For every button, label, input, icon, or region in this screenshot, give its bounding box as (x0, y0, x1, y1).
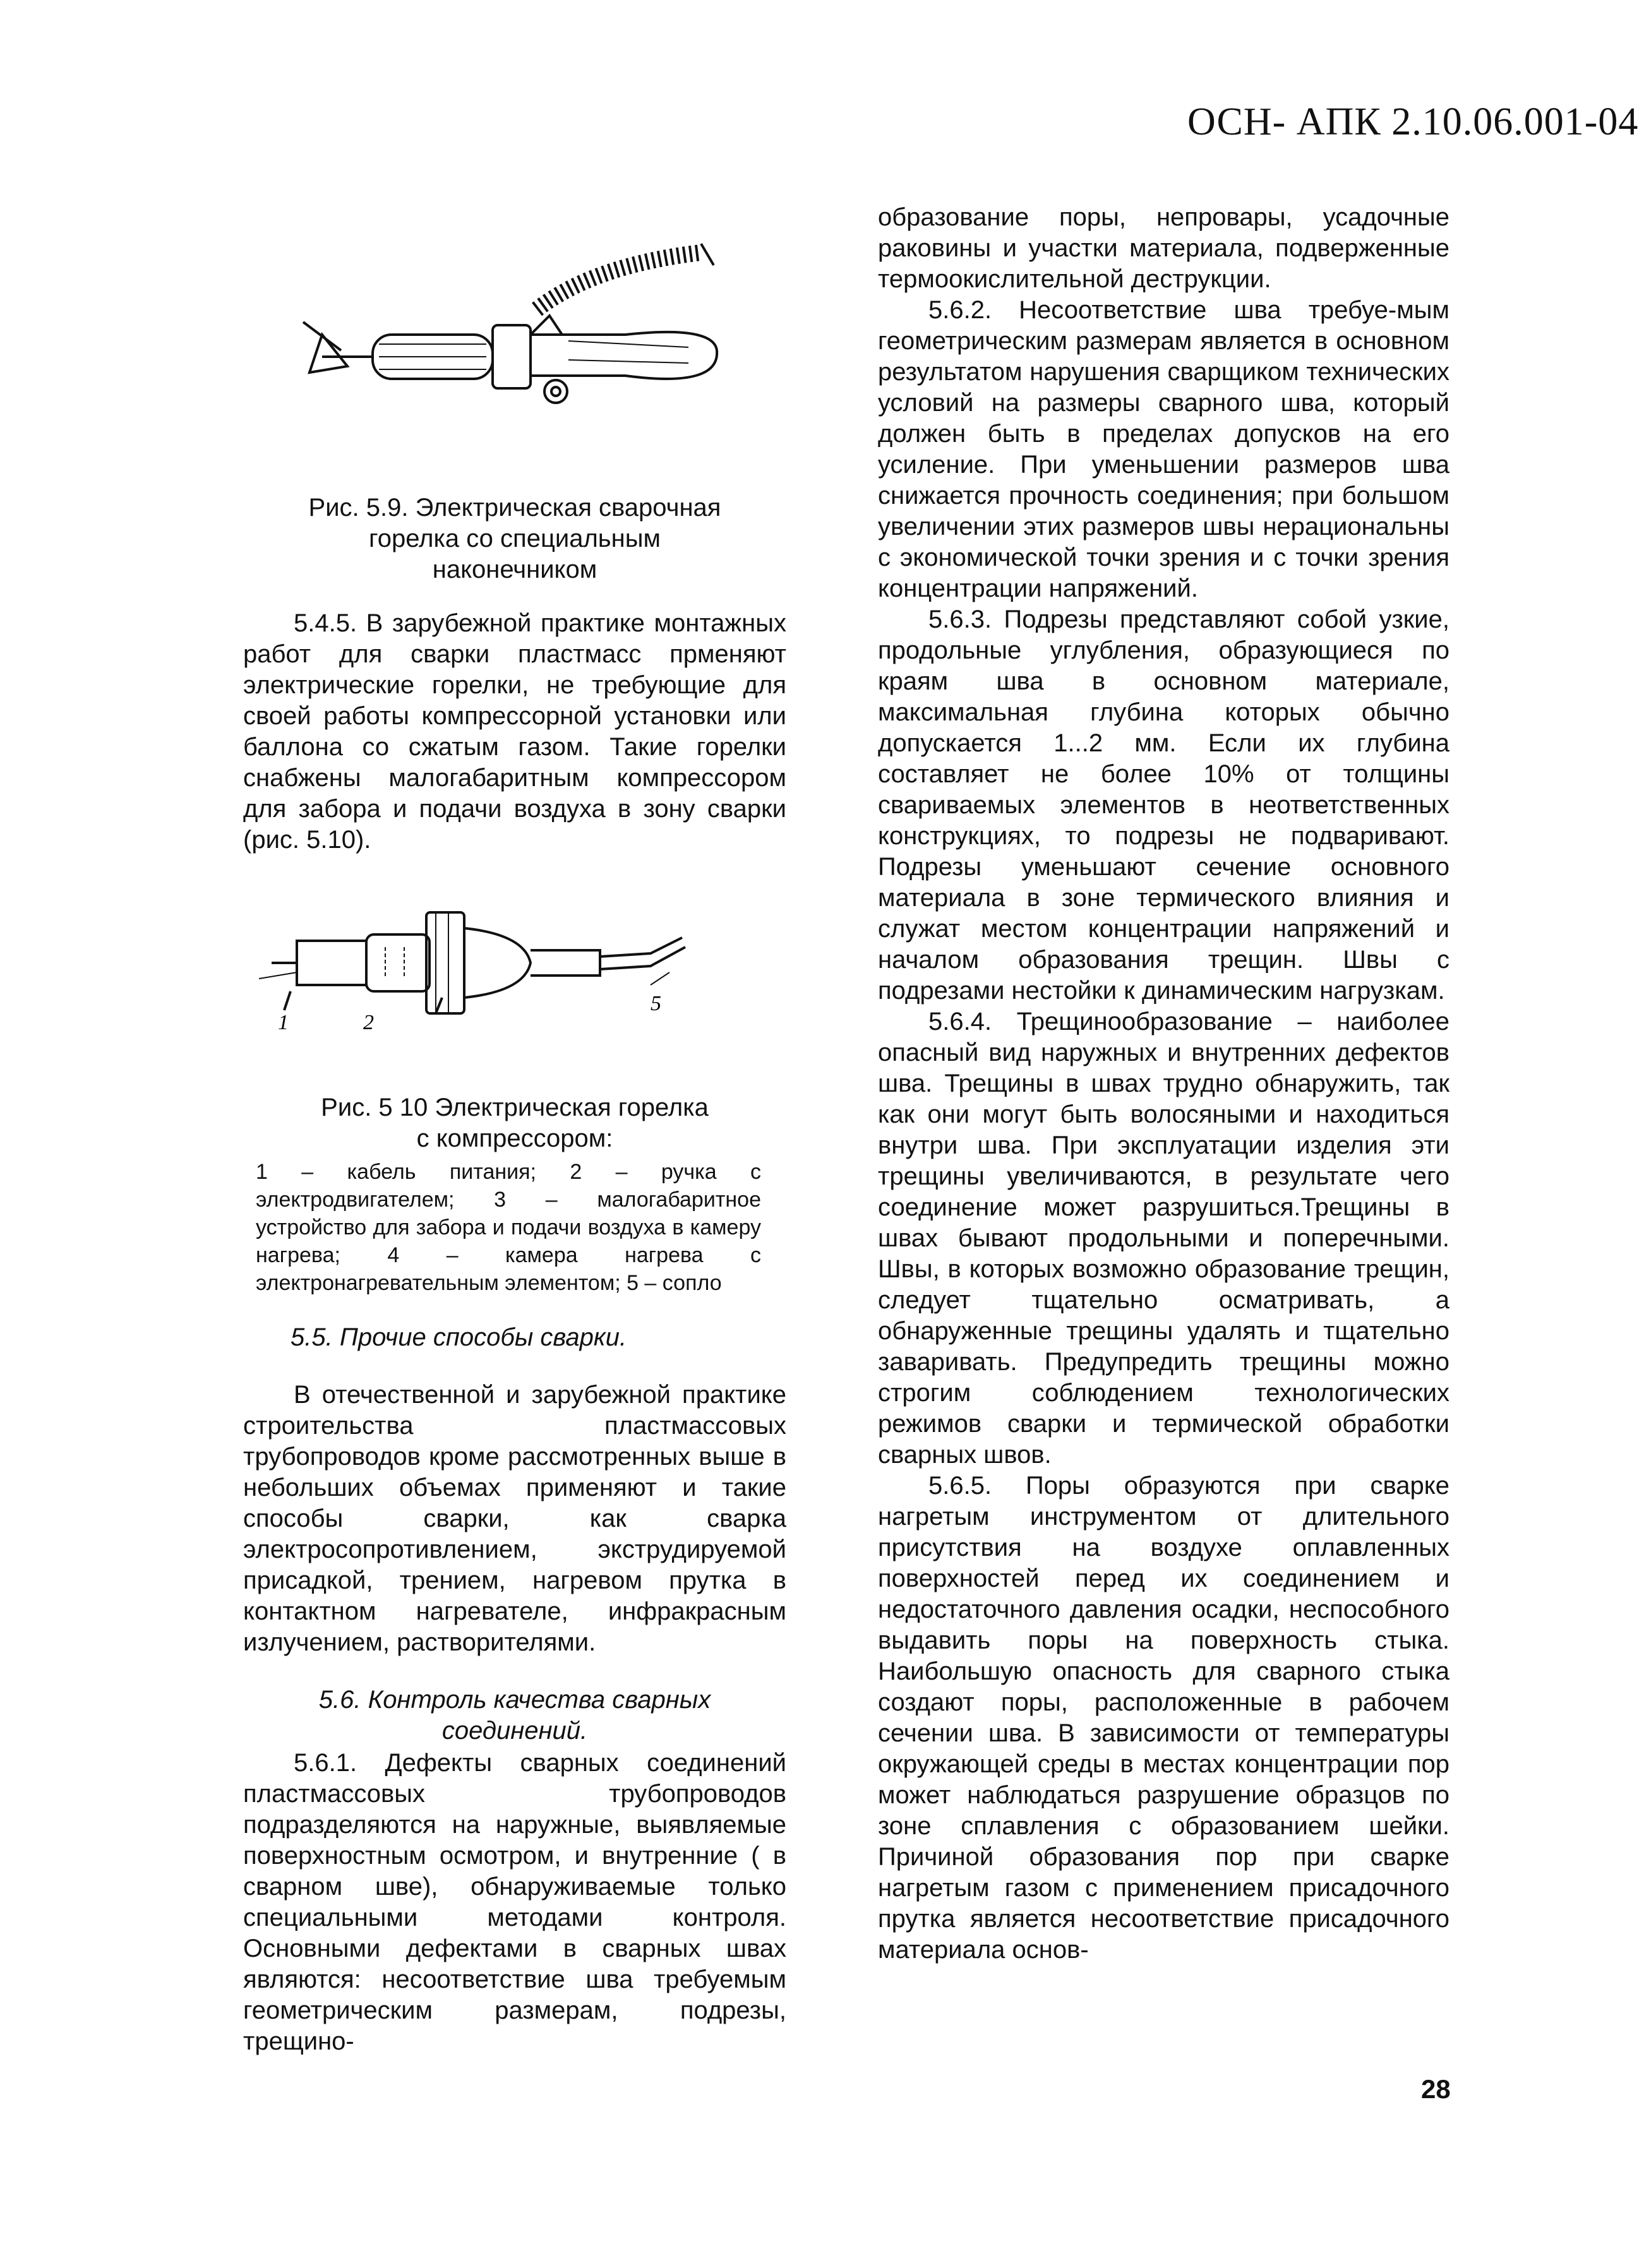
figure-5-9-torch-drawing (297, 240, 739, 423)
left-column-mid (243, 1092, 786, 2057)
paragraph-5-6-4: 5.6.4. Трещинообразование – наиболее опасный вид наружных и внутренних дефектов шва. Трещины в швах трудно обнаружить, так как они могут быть волосяными и находиться внутри шва. При эксплуатации изделия эти трещины увеличиваются, в результате чего соединение может разрушиться.Трещины в швах бывают продольными и поперечными. Швы, в которых возможно образование трещин, следует тщательно осматривать, а обнаруженные трещины удалять и тщательно заваривать. Предупредить трещины можно строгим соблюдением технологических режимов сварки и термической обработки сварных швов. (878, 1008, 1449, 1469)
figure-5-10-caption-line-2: с компрессором: (416, 1125, 613, 1152)
right-column (878, 202, 1449, 1966)
paragraph-5-6-1: 5.6.1. Дефекты сварных соединений пластмассовых трубопроводов подразделяются на наружные, выявляемые поверхностным осмотром, и внутренние ( в сварном шве), обнаруживаемые только специальными методами контроля. Основными дефектами в сварных швах являются: несоответствие шва требуемым геометрическим размерам, подрезы, трещино- (243, 1749, 786, 2055)
figure-5-9-caption-line-3: наконечником (432, 556, 597, 583)
section-5-6-title (243, 1685, 786, 1746)
section-5-5-title: 5.5. Прочие способы сварки. (291, 1323, 627, 1351)
figure-5-10-label-5: 5 (651, 992, 661, 1015)
figure-5-10-label-2: 2 (363, 1011, 374, 1034)
figure-5-10-caption-line-1: Рис. 5 10 Электрическая горелка (321, 1094, 709, 1121)
figure-5-9-caption-line-1: Рис. 5.9. Электрическая сварочная (308, 494, 721, 522)
paragraph-5-4-5: 5.4.5. В зарубежной практике монтажных работ для сварки пластмасс прменяют электрические горелки, не требующие для своей работы компрессорной установки или баллона со сжатым газом. Такие горелки снабжены малогабаритным компрессором для забора и подачи воздуха в зону сварки (рис. 5.10). (243, 609, 786, 854)
left-column-top (243, 492, 786, 856)
paragraph-5-6-5: 5.6.5. Поры образуются при сварке нагретым инструментом от длительного присутствия на воздухе оплавленных поверхностей перед их соединением и недостаточного давления осадки, неспособного выдавить поры на поверхность стыка. Наибольшую опасность для сварного стыка создают поры, расположенные в рабочем сечении шва. В зависимости от температуры окружающей среды в местах концентрации пор может наблюдаться разрушение образцов по зоне сплавления с образованием шейки. Причиной образования пор при сварке нагретым газом с применением присадочного прутка является несоответствие присадочного материала основ- (878, 1472, 1449, 1964)
figure-5-10-label-1: 1 (278, 1011, 289, 1034)
figure-5-9-caption (243, 492, 786, 585)
paragraph-5-5-body: В отечественной и зарубежной практике строительства пластмассовых трубопроводов кроме рассмотренных выше в небольших объемах применяют и такие способы сварки, как сварка электросопротивлением, экструдируемой присадкой, трением, нагревом прутка в контактном нагревателе, инфракрасным излучением, растворителями. (243, 1381, 786, 1656)
paragraph-5-6-2: 5.6.2. Несоответствие шва требуе-мым геометрическим размерам является в основном результатом нарушения сварщиком технических условий на размеры сварного шва, который должен быть в пределах допусков на его усиление. При уменьшении размеров шва снижается прочность соединения; при большом увеличении этих размеров швы нерациональны с экономической точки зрения и с точки зрения концентрации напряжений. (878, 296, 1449, 602)
figure-5-10-torch-drawing (259, 903, 714, 1036)
section-5-6-title-line-1: 5.6. Контроль качества сварных (318, 1686, 711, 1714)
figure-5-10-legend: 1 – кабель питания; 2 – ручка с электродвигателем; 3 – малогабаритное устройство для забора и подачи воздуха в камеру нагрева; 4 – камера нагрева с электронагревательным элементом; 5 – сопло (256, 1160, 761, 1295)
page-number: 28 (1421, 2074, 1451, 2104)
paragraph-continuation: образование поры, непровары, усадочные раковины и участки материала, подверженные термоокислительной деструкции. (878, 203, 1449, 293)
document-code-header: ОСН- АПК 2.10.06.001-04 (1187, 100, 1639, 143)
paragraph-5-6-3: 5.6.3. Подрезы представляют собой узкие, продольные углубления, образующиеся по краям шва в основном материале, максимальная глубина которых обычно допускается 1...2 мм. Если их глубина составляет не более 10% от толщины свариваемых элементов в неответственных конструкциях, то подрезы не подваривают. Подрезы уменьшают сечение основного материала в зоне термического влияния и служат местом концентрации напряжений и началом образования трещин. Швы с подрезами нестойки к динамическим нагрузкам. (878, 606, 1449, 1005)
figure-5-9-caption-line-2: горелка со специальным (369, 525, 661, 552)
section-5-6-title-line-2: соединений. (441, 1717, 588, 1745)
figure-5-10-caption (243, 1092, 786, 1154)
